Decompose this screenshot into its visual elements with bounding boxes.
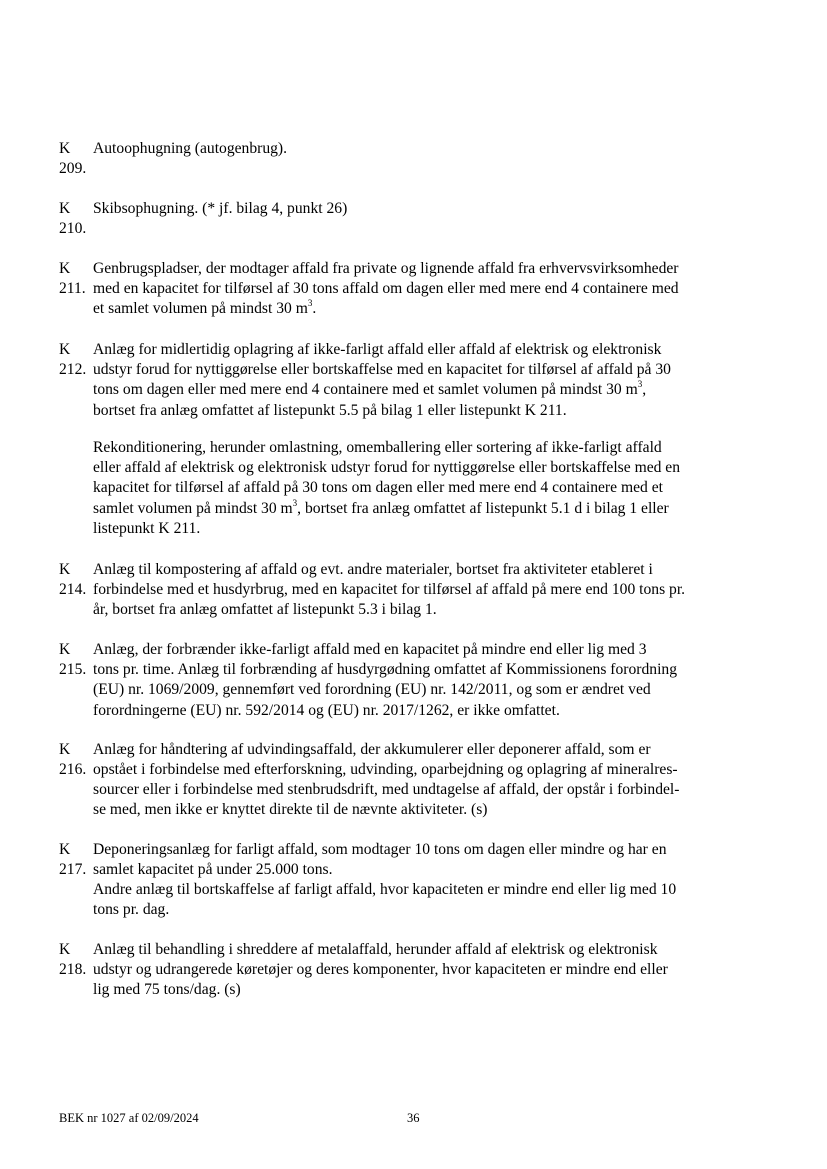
entry-number-k215: 215. [59, 661, 87, 678]
entry-number-k212: 212. [59, 361, 87, 378]
entry-text-k214-line2: forbindelse med et husdyrbrug, med en kapacitet for tilførsel af affald på mere end 100 tons pr. [93, 581, 686, 598]
entry-code-k214: K [59, 561, 71, 578]
paragraph-line5: listepunkt K 211. [93, 520, 201, 537]
entry-text-k216-line1: Anlæg for håndtering af udvindingsaffald, der akkumulerer eller deponerer affald, som er [93, 741, 651, 758]
entry-text-k217-line4: tons pr. dag. [93, 901, 170, 918]
entry-text-k216-line4: se med, men ikke er knyttet direkte til de nævnte aktiviteter. (s) [93, 801, 488, 818]
entry-code-k215: K [59, 641, 71, 658]
entry-number-k216: 216. [59, 761, 87, 778]
footer-reference: BEK nr 1027 af 02/09/2024 [59, 1111, 199, 1125]
entry-code-k216: K [59, 741, 71, 758]
entry-text-k218-line1: Anlæg til behandling i shreddere af metalaffald, herunder affald af elektrisk og elektronisk [93, 941, 658, 958]
entry-code-k217: K [59, 841, 71, 858]
paragraph-line1: Rekonditionering, herunder omlastning, omemballering eller sortering af ikke-farligt affald [93, 439, 662, 456]
paragraph-line3: kapacitet for tilførsel af affald på 30 tons om dagen eller med mere end 4 containere med et [93, 479, 663, 496]
page-number: 36 [407, 1111, 420, 1125]
entry-text-k217-line3: Andre anlæg til bortskaffelse af farligt affald, hvor kapaciteten er mindre end eller lig med 10 [93, 881, 677, 898]
entry-code-k218: K [59, 941, 71, 958]
entry-text-k215-line2: tons pr. time. Anlæg til forbrænding af husdyrgødning omfattet af Kommissionens forordning [93, 661, 677, 678]
entry-text-k212-line3: tons om dagen eller med mere end 4 containere med et samlet volumen på mindst 30 $m^3$, [93, 378, 647, 398]
entry-code-k212: K [59, 341, 71, 358]
entry-text-k216-line3: sourcer eller i forbindelse med stenbrudsdrift, med undtagelse af affald, der opstår i forbindel- [93, 781, 680, 798]
entry-text-k211-line3: et samlet volumen på mindst 30 $m^3$. [93, 297, 317, 317]
entry-text-k215-line3: (EU) nr. 1069/2009, gennemført ved forordning (EU) nr. 142/2011, og som er ændret ved [93, 681, 651, 698]
entry-text-k214-line1: Anlæg til kompostering af affald og evt. andre materialer, bortset fra aktiviteter etableret i [93, 561, 653, 578]
entry-code-k211: K [59, 260, 71, 277]
entry-number-k214: 214. [59, 581, 87, 598]
entry-text-k215-line4: forordningerne (EU) nr. 592/2014 og (EU) nr. 2017/1262, er ikke omfattet. [93, 702, 560, 719]
entry-text-k210: Skibsophugning. (* jf. bilag 4, punkt 26) [93, 200, 348, 217]
entry-number-k218: 218. [59, 961, 87, 978]
entry-text-k212-line1: Anlæg for midlertidig oplagring af ikke-farligt affald eller affald af elektrisk og elektronisk [93, 341, 662, 358]
entry-code-k209: K [59, 140, 71, 157]
entry-text-k217-line1: Deponeringsanlæg for farligt affald, som modtager 10 tons om dagen eller mindre og har en [93, 841, 667, 858]
entry-number-k210: 210. [59, 220, 87, 237]
entry-text-k217-line2: samlet kapacitet på under 25.000 tons. [93, 861, 333, 878]
paragraph-line2: eller affald af elektrisk og elektronisk udstyr forud for nyttiggørelse eller bortskaffelse med en [93, 459, 681, 476]
entry-text-k216-line2: opstået i forbindelse med efterforskning, udvinding, oparbejdning og oplagring af mineralres- [93, 761, 678, 778]
entry-text-k218-line2: udstyr og udrangerede køretøjer og deres komponenter, hvor kapaciteten er mindre end eller [93, 961, 668, 978]
entry-text-k209: Autoophugning (autogenbrug). [93, 140, 288, 157]
entry-number-k217: 217. [59, 861, 87, 878]
entry-text-k211-line1: Genbrugspladser, der modtager affald fra private og lignende affald fra erhvervsvirksomheder [93, 260, 679, 277]
entry-text-k212-line4: bortset fra anlæg omfattet af listepunkt 5.5 på bilag 1 eller listepunkt K 211. [93, 402, 567, 419]
entry-text-k218-line3: lig med 75 tons/dag. (s) [93, 981, 241, 998]
entry-number-k211: 211. [59, 280, 86, 297]
entry-text-k215-line1: Anlæg, der forbrænder ikke-farligt affald med en kapacitet på mindre end eller lig med 3 [93, 641, 647, 658]
entry-text-k214-line3: år, bortset fra anlæg omfattet af listepunkt 5.3 i bilag 1. [93, 601, 437, 618]
entry-text-k211-line2: med en kapacitet for tilførsel af 30 tons affald om dagen eller med mere end 4 containere med [93, 280, 679, 297]
entry-code-k210: K [59, 200, 71, 217]
paragraph-line4: samlet volumen på mindst 30 $m^3$, bortset fra anlæg omfattet af listepunkt 5.1 d i bilag 1 eller [93, 497, 669, 517]
entry-text-k212-line2: udstyr forud for nyttiggørelse eller bortskaffelse med en kapacitet for tilførsel af affald på 30 [93, 361, 671, 378]
entry-number-k209: 209. [59, 160, 87, 177]
